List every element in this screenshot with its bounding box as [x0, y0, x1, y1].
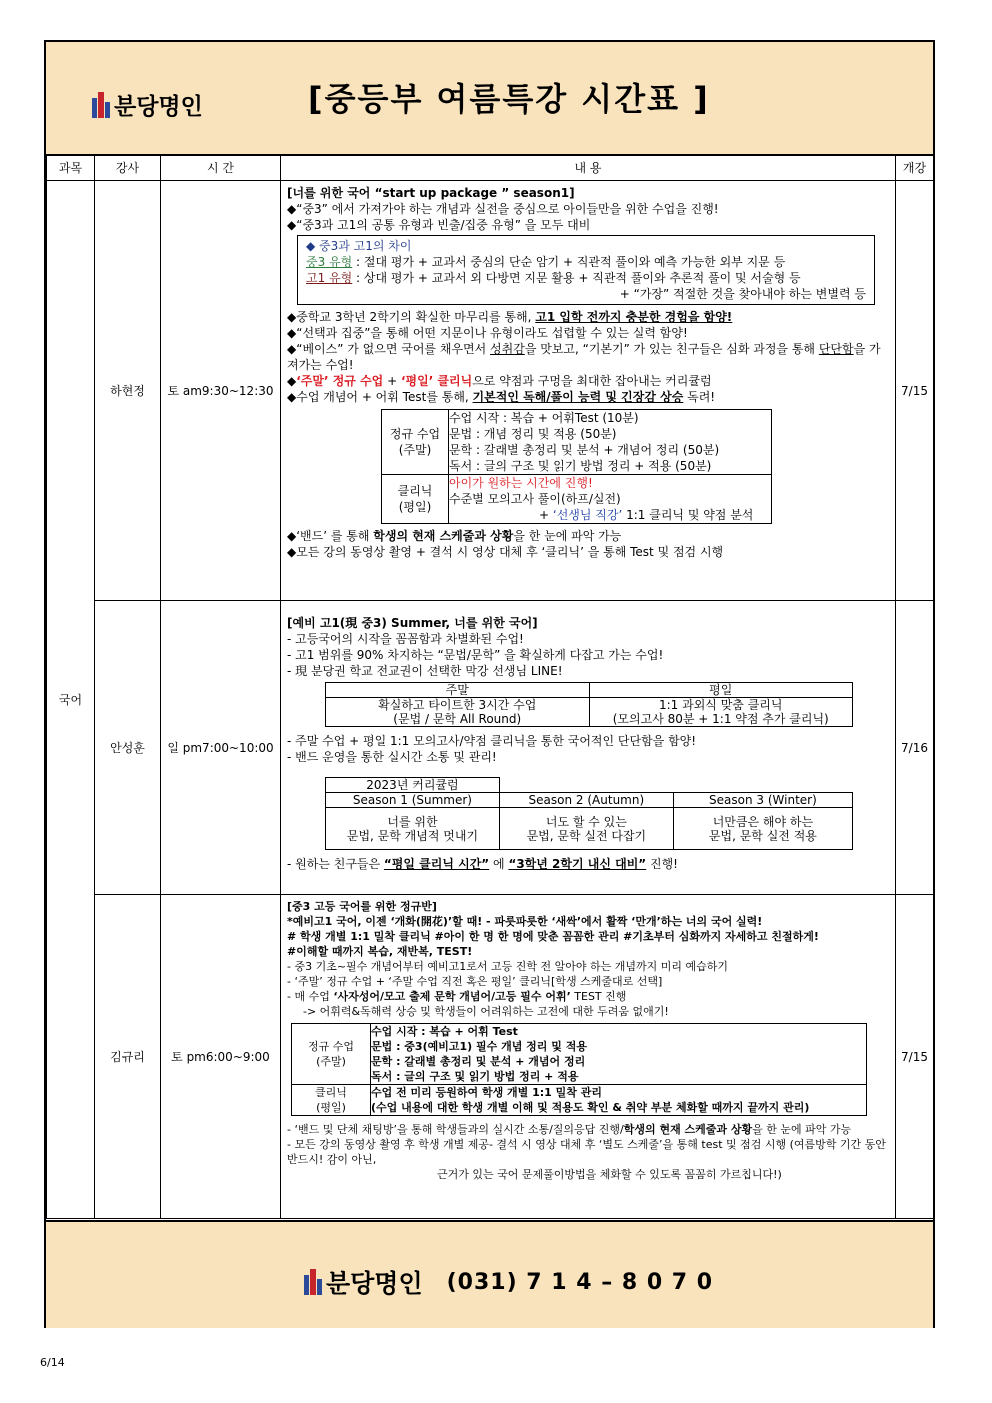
detail-line: (수업 내용에 대한 학생 개별 이해 및 적용도 확인 & 취약 부분 체화할 때까지 끝까지 관리) [371, 1101, 810, 1114]
content-line: - 밴드 운영을 통한 실시간 소통 및 관리! [287, 750, 497, 764]
text-run: “3학년 2학기 내신 대비” [508, 857, 647, 871]
text-run: 을 가져가는 수업! [287, 342, 881, 372]
text-run: ‘선생님 직강’ [552, 508, 623, 522]
curriculum-table [291, 1023, 867, 1116]
schedule-table [46, 154, 934, 1219]
content-line [287, 989, 891, 1004]
text-run: 에 [489, 857, 509, 871]
class-content [281, 895, 896, 1219]
open-date: 7/15 [896, 895, 934, 1219]
content-line [287, 373, 891, 389]
col-header-subject: 과목 [47, 155, 95, 181]
text-run: 성취감 [490, 342, 525, 356]
clinic-detail [449, 475, 772, 524]
detail-line: 문학 : 갈래별 총정리 및 분석 + 개념어 정리 (50분) [449, 443, 720, 457]
content-line: -> 어휘력&독해력 상승 및 학생들이 어려워하는 고전에 대한 두려움 없애기! [303, 1005, 669, 1018]
detail-line: 독서 : 글의 구조 및 읽기 방법 정리 + 적용 [371, 1070, 579, 1083]
regular-class-detail [449, 410, 772, 475]
comparison-box [297, 235, 875, 305]
empty-cell [673, 778, 852, 793]
clinic-label: 클리닉 (평일) [382, 475, 449, 524]
comparison-line [306, 270, 866, 286]
detail-line: (모의고사 80분 + 1:1 약점 추가 클리닉) [612, 712, 829, 726]
phone-number: (031) 7 1 4 – 8 0 7 0 [446, 1269, 714, 1295]
text-run: ◆‘밴드’ 를 통해 [287, 529, 374, 543]
table-row [47, 181, 934, 601]
regular-class-label: 정규 수업 (주말) [292, 1024, 371, 1085]
weekday-header: 평일 [589, 683, 853, 698]
season-detail [326, 808, 500, 850]
season-header: Season 1 (Summer) [326, 793, 500, 808]
table-header-row [47, 155, 934, 181]
curriculum-table [381, 409, 772, 524]
table-row [326, 778, 853, 793]
empty-cell [499, 778, 673, 793]
class-time: 일 pm7:00~10:00 [161, 601, 281, 895]
comparison-label: 고1 유형 [306, 271, 353, 285]
content-line: #이해할 때까지 복습, 재반복, TEST! [287, 945, 473, 958]
class-content [281, 601, 896, 895]
content-line: 근거가 있는 국어 문제풀이방법을 체화할 수 있도록 꼼꼼히 가르칩니다!) [437, 1168, 782, 1181]
weekend-detail [326, 698, 590, 727]
header-banner [46, 42, 933, 156]
content-line [287, 528, 891, 544]
regular-class-label: 정규 수업 (주말) [382, 410, 449, 475]
text-run: ◆ [287, 374, 297, 388]
course-title: [중3 고등 국어를 위한 정규반] [287, 900, 437, 913]
comparison-text: : 절대 평가 + 교과서 중심의 단순 암기 + 직관적 풀이와 예측 가능한 외부 지문 등 [352, 255, 786, 269]
table-row [326, 793, 853, 808]
teacher-name: 하현정 [95, 181, 161, 601]
brand-logo [92, 88, 203, 121]
comparison-heading: ◆ 중3과 고1의 차이 [306, 239, 412, 253]
detail-line: 수업 시작 : 복습 + 어휘 Test [371, 1025, 518, 1038]
schedule-frame [44, 40, 935, 1328]
text-run: + [539, 508, 553, 522]
text-run: ‘사자성어/모고 출제 문학 개념어/고등 필수 어휘’ [333, 990, 571, 1003]
detail-line: 수업 전 미리 등원하여 학생 개별 1:1 밀착 관리 [371, 1086, 602, 1099]
season-detail [499, 808, 673, 850]
content-line [287, 856, 891, 872]
season-detail [673, 808, 852, 850]
detail-line: 수업 시작 : 복습 + 어휘Test (10분) [449, 411, 639, 425]
comparison-label: 중3 유형 [306, 255, 353, 269]
col-header-open: 개강 [896, 155, 934, 181]
content-line: - 고등국어의 시작을 꼼꼼함과 차별화된 수업! [287, 632, 524, 646]
detail-line: 문법, 문학 실전 적용 [708, 828, 817, 843]
brand-name: 분당명인 [114, 94, 203, 120]
col-header-content: 내 용 [281, 155, 896, 181]
text-run: ◆수업 개념어 + 어휘 Test를 통해, [287, 390, 473, 404]
text-run: - 매 수업 [287, 990, 334, 1003]
table-row [47, 895, 934, 1219]
course-title: [너를 위한 국어 “start up package ” season1] [287, 186, 575, 200]
footer-brand: 분당명인 [326, 1269, 423, 1298]
table-row [326, 808, 853, 850]
col-header-time: 시 간 [161, 155, 281, 181]
detail-line: 너를 위한 [387, 814, 438, 829]
detail-line: 문법, 문학 실전 다잡기 [526, 828, 647, 843]
curriculum-row [382, 475, 772, 524]
clinic-label: 클리닉 (평일) [292, 1085, 371, 1116]
subject-cell: 국어 [47, 181, 95, 1219]
text-run: ‘주말’ 정규 수업 [296, 374, 384, 388]
text-run: 단단함 [818, 342, 854, 356]
weekend-header: 주말 [326, 683, 590, 698]
content-line [287, 389, 891, 405]
text-run: 을 한 눈에 파악 가능 [752, 1123, 852, 1136]
comparison-line: + “가장” 적절한 것을 찾아내야 하는 변별력 등 [619, 287, 866, 301]
detail-line: 문법 : 개념 정리 및 적용 (50분) [449, 427, 617, 441]
curriculum-row [292, 1085, 867, 1116]
teacher-name: 안성훈 [95, 601, 161, 895]
detail-line: 문법 : 중3(예비고1) 필수 개념 정리 및 적용 [371, 1040, 587, 1053]
detail-line: 1:1 과외식 맞춤 클리닉 [659, 698, 783, 712]
detail-line: (문법 / 문학 All Round) [393, 712, 522, 726]
content-line: - 모든 강의 동영상 촬영 후 학생 개별 제공- 결석 시 영상 대체 후 ‘별도 스케줄’을 통해 test 및 점검 시행 (여름방학 기간 동안 반드시! 감이 아닌, [287, 1138, 886, 1166]
text-run: “평일 클리닉 시간” [383, 857, 490, 871]
text-run: ‘평일’ 클리닉 [400, 374, 473, 388]
content-line: - 중3 기초~필수 개념어부터 예비고1로서 고등 진학 전 알아야 하는 개념까지 미리 예습하기 [287, 960, 729, 973]
content-line [287, 309, 891, 325]
class-time: 토 pm6:00~9:00 [161, 895, 281, 1219]
text-run: 고1 입학 전까지 충분한 경험을 함양! [535, 310, 733, 324]
table-row [326, 698, 853, 727]
brand-logo-icon [92, 92, 110, 118]
season-header: Season 2 (Autumn) [499, 793, 673, 808]
text-run: 기본적인 독해/풀이 능력 및 긴장감 상승 [472, 390, 684, 404]
curriculum-row [382, 410, 772, 475]
text-run: - 원하는 친구들은 [287, 857, 384, 871]
detail-line: 문학 : 갈래별 총정리 및 분석 + 개념어 정리 [371, 1055, 586, 1068]
weekday-detail [589, 698, 853, 727]
text-run: ◆중학교 3학년 2학기의 확실한 마무리를 통해, [287, 310, 536, 324]
content-line: - 주말 수업 + 평일 1:1 모의고사/약점 클리닉을 통한 국어적인 단단함을 함양! [287, 734, 697, 748]
comparison-text: : 상대 평가 + 교과서 외 다방면 지문 활용 + 직관적 풀이와 추론적 풀이 및 서술형 등 [352, 271, 801, 285]
class-time: 토 am9:30~12:30 [161, 181, 281, 601]
season-header: Season 3 (Winter) [673, 793, 852, 808]
detail-line: 너도 할 수 있는 [545, 814, 627, 829]
table-row [47, 601, 934, 895]
content-line: - 現 분당권 학교 전교권이 선택한 막강 선생님 LINE! [287, 664, 563, 678]
detail-line: 너만큼은 해야 하는 [712, 814, 814, 829]
content-line: - 고1 범위를 90% 차지하는 “문법/문학” 을 확실하게 다잡고 가는 수업! [287, 648, 664, 662]
detail-line: 수준별 모의고사 풀이(하프/실전) [449, 492, 621, 506]
page-number: 6/14 [40, 1356, 65, 1369]
table-row [326, 683, 853, 698]
detail-line: 아이가 원하는 시간에 진행! [449, 476, 593, 490]
text-run: 학생의 현재 스케줄과 상황 [623, 1123, 753, 1136]
text-run: 진행! [646, 857, 678, 871]
detail-line: 독서 : 글의 구조 및 읽기 방법 정리 + 적용 (50분) [449, 459, 712, 473]
page-title: [중등부 여름특강 시간표 ] [308, 80, 710, 118]
footer-banner [46, 1220, 933, 1328]
class-content [281, 181, 896, 601]
open-date: 7/16 [896, 601, 934, 895]
content-line: ◆“선택과 집중”을 통해 어떤 지문이나 유형이라도 섭렵할 수 있는 실력 함양! [287, 326, 688, 340]
text-run: - ‘밴드 및 단체 채팅방’을 통해 학생들과의 실시간 소통/질의응답 진행/ [287, 1123, 624, 1136]
text-run: 학생의 현재 스케줄과 상황 [373, 529, 514, 543]
clinic-detail [371, 1085, 867, 1116]
course-title: [예비 고1(現 중3) Summer, 너를 위한 국어] [287, 616, 538, 630]
detail-line: 문법, 문학 개념적 멋내기 [346, 828, 479, 843]
content-line: ◆모든 강의 동영상 촬영 + 결석 시 영상 대체 후 ‘클리닉’ 을 통해 Test 및 점검 시행 [287, 545, 724, 559]
text-run: 1:1 클리닉 및 약점 분석 [622, 508, 754, 522]
text-run: 을 한 눈에 파악 가능 [513, 529, 622, 543]
text-run: ◆“베이스” 가 없으면 국어를 채우면서 [287, 342, 491, 356]
content-line [287, 1122, 891, 1137]
curriculum-row [292, 1024, 867, 1085]
text-run: 을 맛보고, “기본기” 가 있는 친구들은 심화 과정을 통해 [524, 342, 819, 356]
open-date: 7/15 [896, 181, 934, 601]
curriculum-caption: 2023년 커리큘럼 [326, 778, 500, 793]
content-line: - ‘주말’ 정규 수업 + ‘주말 수업 직전 혹은 평일’ 클리닉[학생 스케줄대로 선택] [287, 975, 663, 988]
comparison-line [306, 254, 866, 270]
text-run: 독려! [683, 390, 716, 404]
col-header-teacher: 강사 [95, 155, 161, 181]
content-line: ◆“중3과 고1의 공통 유형과 빈출/집중 유형” 을 모두 대비 [287, 218, 591, 232]
detail-line [449, 507, 771, 523]
text-run: + [383, 374, 401, 388]
footer-contact [304, 1264, 713, 1300]
brand-logo-icon [304, 1269, 322, 1295]
content-line: # 학생 개별 1:1 밀착 클리닉 #아이 한 명 한 명에 맞춘 꼼꼼한 관리 #기초부터 심화까지 자세하고 친절하게! [287, 930, 819, 943]
content-line: *예비고1 국어, 이젠 ‘개화(開花)’할 때! - 파릇파릇한 ‘새싹’에서 활짝 ‘만개’하는 너의 국어 실력! [287, 915, 763, 928]
weekday-weekend-table [325, 682, 853, 727]
text-run: TEST 진행 [570, 990, 627, 1003]
detail-line: 확실하고 타이트한 3시간 수업 [378, 698, 537, 712]
text-run: 으로 약점과 구멍을 최대한 잡아내는 커리큘럼 [472, 374, 712, 388]
content-line: ◆“중3” 에서 가져가야 하는 개념과 실전을 중심으로 아이들만을 위한 수업을 진행! [287, 202, 719, 216]
curriculum-season-table [325, 777, 853, 850]
teacher-name: 김규리 [95, 895, 161, 1219]
content-line [287, 341, 891, 373]
regular-class-detail [371, 1024, 867, 1085]
